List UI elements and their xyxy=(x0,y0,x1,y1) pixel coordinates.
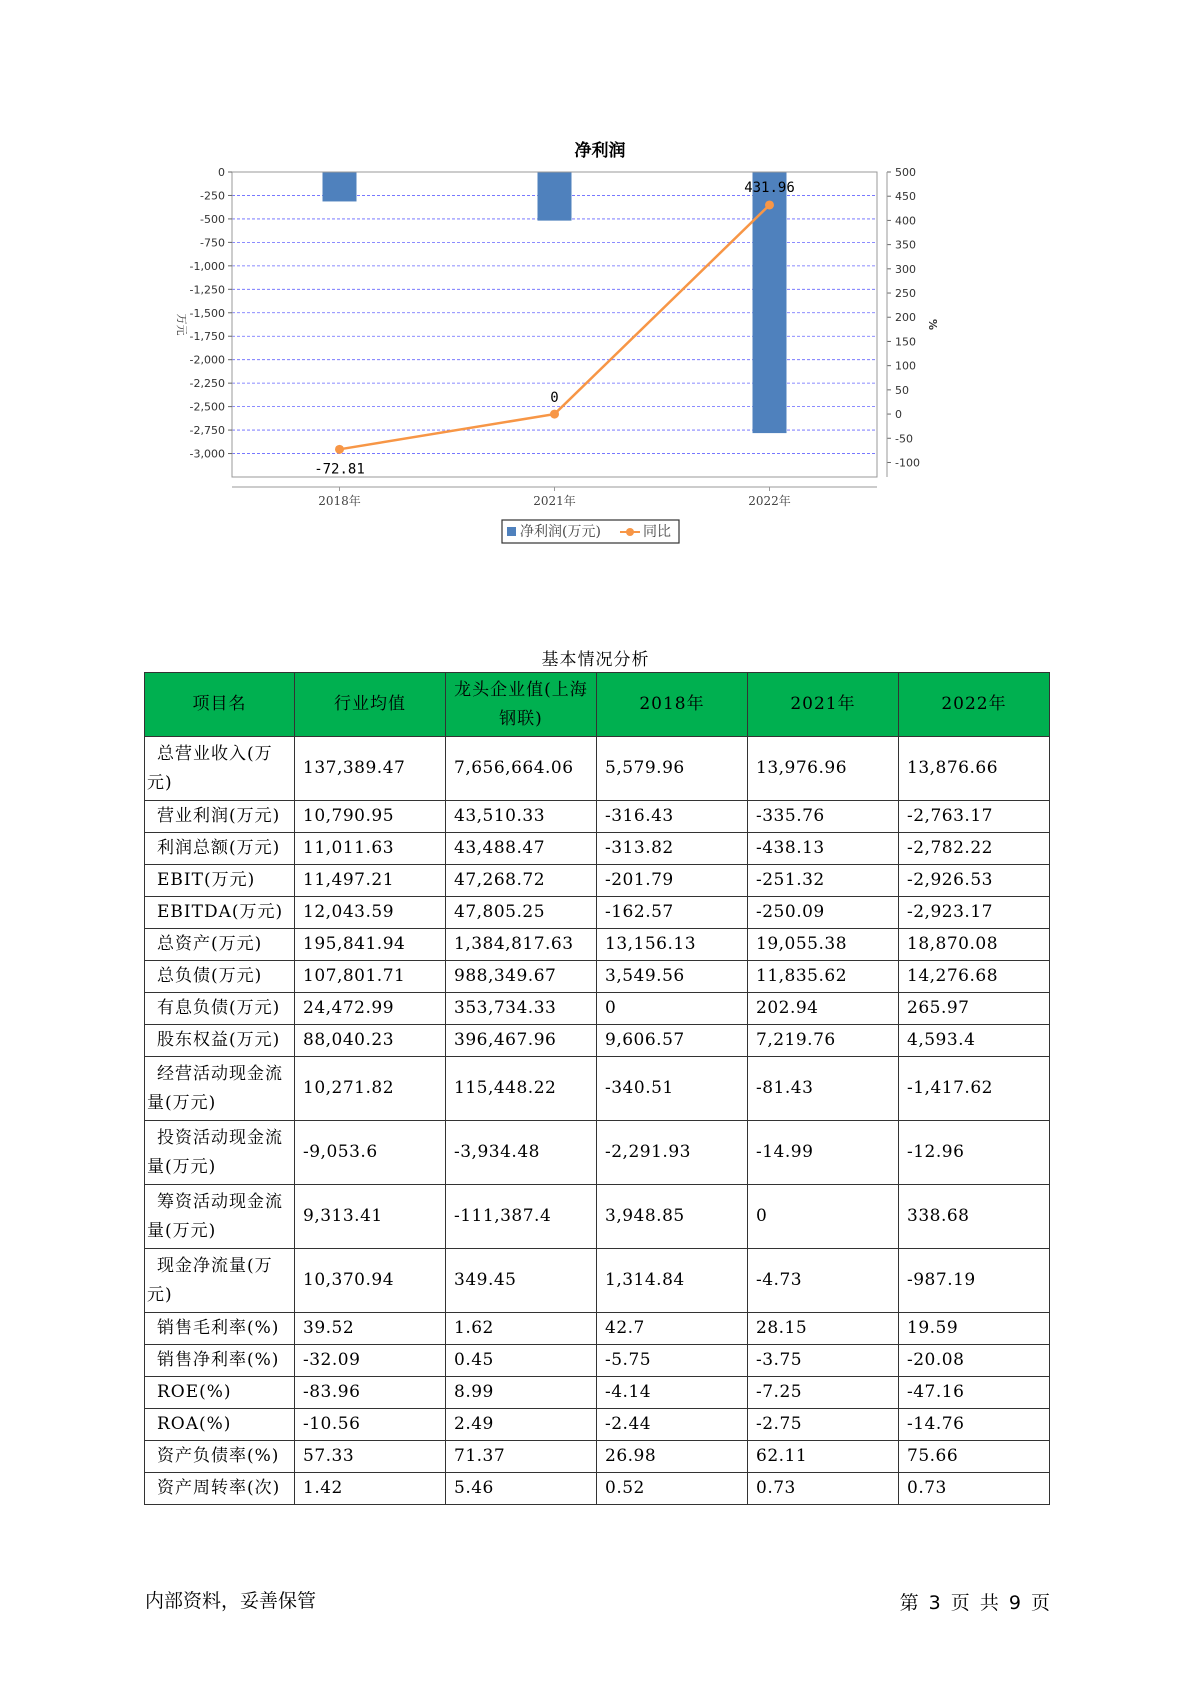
row-value-cell: 13,156.13 xyxy=(597,929,748,961)
legend-line-label: 同比 xyxy=(643,524,671,540)
row-item-name: ROE(%) xyxy=(145,1377,295,1409)
row-item-name: 营业利润(万元) xyxy=(145,801,295,833)
header-item-name: 项目名 xyxy=(145,673,295,737)
row-value-cell: -4.73 xyxy=(748,1249,899,1313)
row-item-name: 资产负债率(%) xyxy=(145,1441,295,1473)
row-value-cell: 10,370.94 xyxy=(295,1249,446,1313)
net-profit-chart xyxy=(160,130,1040,610)
yoy-data-label: -72.81 xyxy=(314,461,365,478)
row-value-cell: 47,268.72 xyxy=(446,865,597,897)
row-value-cell: -32.09 xyxy=(295,1345,446,1377)
bar xyxy=(323,172,357,201)
row-value-cell: 0 xyxy=(748,1185,899,1249)
row-value-cell: 10,790.95 xyxy=(295,801,446,833)
row-value-cell: 62.11 xyxy=(748,1441,899,1473)
row-value-cell: -340.51 xyxy=(597,1057,748,1121)
y-tick-label: -2,500 xyxy=(189,400,225,414)
row-value-cell: -3,934.48 xyxy=(446,1121,597,1185)
row-value-cell: 0.73 xyxy=(748,1473,899,1505)
row-value-cell: 107,801.71 xyxy=(295,961,446,993)
row-value-cell: 137,389.47 xyxy=(295,737,446,801)
footer-page-number: 第 3 页 共 9 页 xyxy=(899,1592,1050,1614)
y2-tick-label: 450 xyxy=(895,190,916,204)
y-tick-label: 0 xyxy=(218,166,225,179)
table-row xyxy=(145,1313,1050,1345)
row-value-cell: -250.09 xyxy=(748,897,899,929)
row-item-name: 总负债(万元) xyxy=(145,961,295,993)
row-value-cell: -83.96 xyxy=(295,1377,446,1409)
row-value-cell: -201.79 xyxy=(597,865,748,897)
row-value-cell: 24,472.99 xyxy=(295,993,446,1025)
row-value-cell: -12.96 xyxy=(899,1121,1050,1185)
row-value-cell: 47,805.25 xyxy=(446,897,597,929)
row-value-cell: 195,841.94 xyxy=(295,929,446,961)
row-item-name: 有息负债(万元) xyxy=(145,993,295,1025)
row-value-cell: 7,656,664.06 xyxy=(446,737,597,801)
row-value-cell: -2.75 xyxy=(748,1409,899,1441)
row-item-name: ROA(%) xyxy=(145,1409,295,1441)
footer-confidential-note: 内部资料，妥善保管 xyxy=(145,1590,317,1612)
row-value-cell: 8.99 xyxy=(446,1377,597,1409)
row-value-cell: -316.43 xyxy=(597,801,748,833)
y-tick-label: -1,500 xyxy=(189,306,225,320)
row-value-cell: 3,948.85 xyxy=(597,1185,748,1249)
row-value-cell: -987.19 xyxy=(899,1249,1050,1313)
table-row xyxy=(145,1345,1050,1377)
row-value-cell: -81.43 xyxy=(748,1057,899,1121)
table-row xyxy=(145,1473,1050,1505)
row-value-cell: 202.94 xyxy=(748,993,899,1025)
bar xyxy=(753,172,787,433)
row-value-cell: -2,782.22 xyxy=(899,833,1050,865)
y-axis-label: 万元 xyxy=(175,313,188,336)
row-value-cell: 4,593.4 xyxy=(899,1025,1050,1057)
chart-title: 净利润 xyxy=(574,141,626,161)
row-value-cell: 1.42 xyxy=(295,1473,446,1505)
row-value-cell: 5,579.96 xyxy=(597,737,748,801)
table-row xyxy=(145,961,1050,993)
table-row xyxy=(145,993,1050,1025)
row-value-cell: 0.52 xyxy=(597,1473,748,1505)
row-value-cell: 7,219.76 xyxy=(748,1025,899,1057)
row-value-cell: 13,876.66 xyxy=(899,737,1050,801)
row-value-cell: 71.37 xyxy=(446,1441,597,1473)
row-value-cell: -3.75 xyxy=(748,1345,899,1377)
y-tick-label: -1,000 xyxy=(189,259,225,273)
row-item-name: 筹资活动现金流量(万元) xyxy=(145,1185,295,1249)
row-value-cell: -7.25 xyxy=(748,1377,899,1409)
row-value-cell: 349.45 xyxy=(446,1249,597,1313)
yoy-point xyxy=(765,200,774,209)
row-value-cell: -14.99 xyxy=(748,1121,899,1185)
row-value-cell: 75.66 xyxy=(899,1441,1050,1473)
row-value-cell: 43,510.33 xyxy=(446,801,597,833)
y-tick-label: -2,250 xyxy=(189,377,225,391)
row-item-name: 销售毛利率(%) xyxy=(145,1313,295,1345)
row-value-cell: -2,291.93 xyxy=(597,1121,748,1185)
row-value-cell: 14,276.68 xyxy=(899,961,1050,993)
row-value-cell: -2,926.53 xyxy=(899,865,1050,897)
row-value-cell: -5.75 xyxy=(597,1345,748,1377)
legend-line-marker xyxy=(626,528,634,536)
table-row xyxy=(145,865,1050,897)
table-row xyxy=(145,737,1050,801)
table-row xyxy=(145,1121,1050,1185)
row-value-cell: -251.32 xyxy=(748,865,899,897)
y2-tick-label: -50 xyxy=(895,432,913,446)
row-value-cell: 988,349.67 xyxy=(446,961,597,993)
row-value-cell: 1,384,817.63 xyxy=(446,929,597,961)
y2-tick-label: 50 xyxy=(895,383,909,397)
row-item-name: 总资产(万元) xyxy=(145,929,295,961)
row-value-cell: 0 xyxy=(597,993,748,1025)
y2-tick-label: 150 xyxy=(895,335,916,349)
header-2022: 2022年 xyxy=(899,673,1050,737)
row-value-cell: 43,488.47 xyxy=(446,833,597,865)
y2-tick-label: 350 xyxy=(895,238,916,252)
row-value-cell: 0.45 xyxy=(446,1345,597,1377)
row-value-cell: 26.98 xyxy=(597,1441,748,1473)
y-tick-label: -500 xyxy=(200,212,225,226)
header-2018: 2018年 xyxy=(597,673,748,737)
row-value-cell: 265.97 xyxy=(899,993,1050,1025)
row-value-cell: 338.68 xyxy=(899,1185,1050,1249)
row-item-name: 经营活动现金流量(万元) xyxy=(145,1057,295,1121)
table-row xyxy=(145,1057,1050,1121)
row-item-name: EBIT(万元) xyxy=(145,865,295,897)
table-caption: 基本情况分析 xyxy=(541,650,650,670)
row-value-cell: 11,835.62 xyxy=(748,961,899,993)
yoy-point xyxy=(550,410,559,419)
row-value-cell: 9,606.57 xyxy=(597,1025,748,1057)
row-item-name: 资产周转率(次) xyxy=(145,1473,295,1505)
y-tick-label: -2,000 xyxy=(189,353,225,367)
row-value-cell: -9,053.6 xyxy=(295,1121,446,1185)
y2-tick-label: 500 xyxy=(895,166,916,179)
x-tick-label: 2021年 xyxy=(533,494,576,508)
basic-analysis-table xyxy=(144,672,1050,1505)
table-row xyxy=(145,1025,1050,1057)
y2-tick-label: -100 xyxy=(895,456,920,470)
row-item-name: 总营业收入(万元) xyxy=(145,737,295,801)
row-value-cell: -335.76 xyxy=(748,801,899,833)
row-value-cell: 353,734.33 xyxy=(446,993,597,1025)
y2-tick-label: 0 xyxy=(895,408,902,422)
row-value-cell: 19.59 xyxy=(899,1313,1050,1345)
y2-tick-label: 250 xyxy=(895,287,916,301)
row-value-cell: -438.13 xyxy=(748,833,899,865)
table-row xyxy=(145,801,1050,833)
y-tick-label: -250 xyxy=(200,189,225,203)
row-value-cell: 5.46 xyxy=(446,1473,597,1505)
row-value-cell: 10,271.82 xyxy=(295,1057,446,1121)
y2-tick-label: 100 xyxy=(895,359,916,373)
row-value-cell: 57.33 xyxy=(295,1441,446,1473)
y-tick-label: -3,000 xyxy=(189,447,225,461)
row-value-cell: -313.82 xyxy=(597,833,748,865)
row-value-cell: 12,043.59 xyxy=(295,897,446,929)
table-row xyxy=(145,929,1050,961)
row-item-name: 利润总额(万元) xyxy=(145,833,295,865)
row-value-cell: 13,976.96 xyxy=(748,737,899,801)
row-value-cell: -20.08 xyxy=(899,1345,1050,1377)
header-leader-value: 龙头企业值(上海钢联) xyxy=(446,673,597,737)
y-tick-label: -1,250 xyxy=(189,283,225,297)
legend-bar-swatch xyxy=(507,527,516,536)
row-item-name: 股东权益(万元) xyxy=(145,1025,295,1057)
legend-bar-label: 净利润(万元) xyxy=(520,524,601,540)
row-value-cell: -10.56 xyxy=(295,1409,446,1441)
row-value-cell: 3,549.56 xyxy=(597,961,748,993)
row-value-cell: 88,040.23 xyxy=(295,1025,446,1057)
row-value-cell: -111,387.4 xyxy=(446,1185,597,1249)
row-value-cell: -4.14 xyxy=(597,1377,748,1409)
y2-tick-label: 400 xyxy=(895,214,916,228)
row-value-cell: -14.76 xyxy=(899,1409,1050,1441)
header-industry-avg: 行业均值 xyxy=(295,673,446,737)
row-value-cell: 11,011.63 xyxy=(295,833,446,865)
table-row xyxy=(145,1409,1050,1441)
yoy-data-label: 0 xyxy=(550,390,559,407)
bar xyxy=(538,172,572,221)
row-value-cell: 28.15 xyxy=(748,1313,899,1345)
row-item-name: 投资活动现金流量(万元) xyxy=(145,1121,295,1185)
y-tick-label: -1,750 xyxy=(189,330,225,344)
row-value-cell: 2.49 xyxy=(446,1409,597,1441)
row-value-cell: 19,055.38 xyxy=(748,929,899,961)
row-value-cell: 115,448.22 xyxy=(446,1057,597,1121)
row-value-cell: -162.57 xyxy=(597,897,748,929)
table-row xyxy=(145,1377,1050,1409)
y-tick-label: -2,750 xyxy=(189,424,225,438)
row-value-cell: 11,497.21 xyxy=(295,865,446,897)
row-value-cell: 1,314.84 xyxy=(597,1249,748,1313)
header-2021: 2021年 xyxy=(748,673,899,737)
y2-axis-label: % xyxy=(926,318,939,331)
row-value-cell: -47.16 xyxy=(899,1377,1050,1409)
y2-tick-label: 200 xyxy=(895,311,916,325)
yoy-point xyxy=(335,445,344,454)
yoy-data-label: 431.96 xyxy=(744,179,795,196)
x-tick-label: 2018年 xyxy=(318,494,361,508)
row-value-cell: -2,923.17 xyxy=(899,897,1050,929)
row-value-cell: 1.62 xyxy=(446,1313,597,1345)
table-header-row xyxy=(145,673,1050,737)
y2-tick-label: 300 xyxy=(895,262,916,276)
table-row xyxy=(145,1249,1050,1313)
row-item-name: EBITDA(万元) xyxy=(145,897,295,929)
row-value-cell: -1,417.62 xyxy=(899,1057,1050,1121)
row-item-name: 销售净利率(%) xyxy=(145,1345,295,1377)
table-row xyxy=(145,1441,1050,1473)
table-row xyxy=(145,897,1050,929)
row-value-cell: 0.73 xyxy=(899,1473,1050,1505)
row-value-cell: 9,313.41 xyxy=(295,1185,446,1249)
row-value-cell: 39.52 xyxy=(295,1313,446,1345)
row-value-cell: 396,467.96 xyxy=(446,1025,597,1057)
row-value-cell: -2.44 xyxy=(597,1409,748,1441)
y-tick-label: -750 xyxy=(200,236,225,250)
row-value-cell: 42.7 xyxy=(597,1313,748,1345)
row-value-cell: 18,870.08 xyxy=(899,929,1050,961)
x-tick-label: 2022年 xyxy=(748,494,791,508)
row-value-cell: -2,763.17 xyxy=(899,801,1050,833)
table-row xyxy=(145,833,1050,865)
row-item-name: 现金净流量(万元) xyxy=(145,1249,295,1313)
table-row xyxy=(145,1185,1050,1249)
